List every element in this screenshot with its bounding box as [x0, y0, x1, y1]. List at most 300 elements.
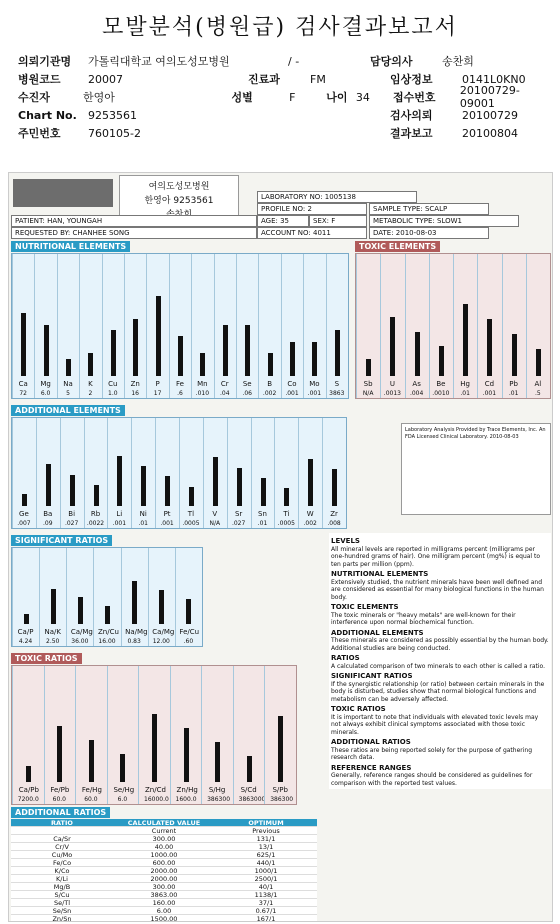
additional-bar: [94, 485, 99, 506]
toxic-ratio-col: [233, 666, 234, 804]
nutritional-value: 17: [153, 390, 162, 397]
section-heading: NUTRITIONAL ELEMENTS: [331, 570, 429, 578]
toxic-ratio-label: S/Cd: [240, 786, 257, 794]
additional-bar: [189, 487, 194, 506]
sig-ratios-chart: [11, 547, 203, 647]
stamp-line-2: 한영아 9253561: [144, 196, 214, 206]
sample-type: SAMPLE TYPE: SCALP: [369, 203, 489, 215]
box-text: Laboratory Analysis Provided by Trace Elements, Inc. An FDA Licensed Clinical Laboratory. 2010-08-03: [405, 427, 546, 440]
nutritional-col: [326, 254, 327, 398]
sig-ratio-bar: [132, 581, 137, 624]
receipt-value: 20100729-09001: [459, 84, 520, 110]
toxic-bar: [390, 317, 395, 376]
nutritional-value: 2: [88, 390, 93, 397]
toxic-label: U: [389, 380, 395, 388]
additional-label: Ti: [283, 510, 290, 518]
toxic-col: [380, 254, 381, 398]
nutritional-col: [258, 254, 259, 398]
toxic-ratio-label: Zn/Cd: [145, 786, 166, 794]
nutritional-col: [191, 254, 192, 398]
toxic-ratio-value: 60.0: [84, 796, 98, 803]
additional-label: Ba: [43, 510, 53, 518]
metabolic-type: METABOLIC TYPE: SLOW1: [369, 215, 519, 227]
sig-ratio-value: 16.00: [98, 638, 116, 645]
table-cell: 600.00: [152, 858, 176, 867]
additional-label: Ni: [139, 510, 147, 518]
add-ratios-title: ADDITIONAL RATIOS: [11, 807, 110, 818]
table-cell: K/Co: [54, 866, 70, 875]
additional-bar: [70, 475, 75, 506]
sig-ratio-label: Ca/Mg: [70, 628, 93, 636]
additional-label: Li: [116, 510, 123, 518]
sex-label: 성별: [231, 91, 253, 104]
additional-bar: [46, 464, 51, 506]
additional-value: .0005: [182, 520, 200, 527]
id-value: 760105-2: [88, 126, 141, 140]
nutritional-value: 3863: [329, 390, 345, 397]
table-cell: 625/1: [256, 850, 276, 859]
nutritional-bar: [290, 342, 295, 376]
additional-label: V: [212, 510, 218, 518]
sig-ratio-label: Na/K: [44, 628, 61, 636]
dept-value: FM: [310, 72, 326, 86]
patient-header: [18, 52, 548, 142]
nutritional-col: [214, 254, 215, 398]
table-cell: Ca/Sr: [53, 834, 71, 843]
table-cell: Se/Tl: [53, 898, 71, 907]
toxic-bar: [463, 304, 468, 376]
additional-value: .01: [138, 520, 148, 527]
table-cell: 300.00: [152, 882, 176, 891]
nutritional-label: Mg: [40, 380, 51, 388]
nutritional-value: .010: [195, 390, 210, 397]
toxic-value: .01: [508, 390, 519, 397]
nutritional-label: Zn: [130, 380, 140, 388]
additional-bar: [117, 456, 122, 506]
sig-ratio-label: Na/Mg: [125, 628, 148, 636]
toxic-ratio-bar: [215, 742, 220, 782]
scanned-lab-report: [8, 172, 553, 922]
nutritional-col: [102, 254, 103, 398]
additional-title: ADDITIONAL ELEMENTS: [11, 405, 125, 416]
section-text: These ratios are being reported solely for the purpose of gathering research data.: [331, 746, 533, 761]
toxic-ratio-bar: [89, 740, 94, 782]
toxic-bar: [536, 349, 541, 376]
toxic-ratio-bar: [120, 754, 125, 782]
toxic-ratio-col: [264, 666, 265, 804]
nutritional-bar: [268, 353, 273, 376]
report-label: 결과보고: [390, 127, 433, 140]
additional-label: Bi: [68, 510, 76, 518]
toxic-value: N/A: [362, 390, 374, 397]
additional-label: Tl: [187, 510, 195, 518]
table-cell: Cu/Mo: [51, 850, 73, 859]
nutritional-label: Co: [287, 380, 297, 388]
table-cell: 13/1: [258, 842, 274, 851]
additional-col: [227, 418, 228, 528]
toxic-col: [502, 254, 503, 398]
section-heading: ADDITIONAL RATIOS: [331, 738, 411, 746]
nutritional-label: K: [88, 380, 93, 388]
section-text: It is important to note that individuals with elevated toxic levels may not always exhibit clinical symptoms associated with those toxic minerals.: [331, 713, 539, 736]
section-heading: TOXIC RATIOS: [331, 705, 386, 713]
toxic-label: As: [412, 380, 421, 388]
additional-col: [12, 418, 13, 528]
section-heading: LEVELS: [331, 537, 360, 545]
nutritional-value: .04: [220, 390, 230, 397]
nutritional-label: Cu: [108, 380, 118, 388]
sig-ratio-col: [148, 548, 149, 646]
scan-date: DATE: 2010-08-03: [369, 227, 489, 239]
toxic-ratio-col: [170, 666, 171, 804]
hospital-code-value: 20007: [88, 72, 123, 86]
additional-value: .027: [231, 520, 246, 527]
additional-label: W: [306, 510, 314, 518]
nutritional-col: [57, 254, 58, 398]
sex-value: F: [289, 90, 296, 104]
nutritional-label: Ca: [18, 380, 28, 388]
toxic-ratio-value: 3863000: [238, 796, 266, 803]
table-cell: 1000/1: [254, 866, 278, 875]
toxic-ratio-value: 386300: [207, 796, 231, 803]
toxic-ratio-label: Se/Hg: [113, 786, 135, 794]
nutritional-value: .001: [307, 390, 322, 397]
section-heading: SIGNIFICANT RATIOS: [331, 672, 413, 680]
patient-label: 수진자: [18, 91, 50, 104]
nutritional-bar: [312, 342, 317, 376]
sig-ratio-label: Zn/Cu: [98, 628, 119, 636]
additional-col: [179, 418, 180, 528]
section-text: These minerals are considered as possibly essential by the human body. Additional studies are being conducted.: [331, 637, 549, 652]
additional-col: [251, 418, 252, 528]
sig-ratio-bar: [51, 589, 56, 624]
section-text: The toxic minerals or "heavy metals" are well-known for their interference upon normal biochemical function.: [331, 611, 516, 626]
toxic-ratio-col: [44, 666, 45, 804]
table-cell: 160.00: [152, 898, 176, 907]
table-cell: 2000.00: [150, 866, 178, 875]
nutritional-col: [146, 254, 147, 398]
additional-col: [274, 418, 275, 528]
nutritional-title: NUTRITIONAL ELEMENTS: [11, 241, 130, 252]
toxic-label: Pb: [509, 380, 518, 388]
nutritional-bar: [44, 325, 49, 376]
col-ratio: RATIO: [51, 818, 73, 827]
table-cell: K/Li: [56, 874, 68, 883]
sig-ratio-bar: [24, 614, 29, 624]
additional-value: .001: [112, 520, 127, 527]
nutritional-label: Cr: [220, 380, 229, 388]
toxic-ratio-label: Fe/Pb: [50, 786, 70, 794]
toxic-title: TOXIC ELEMENTS: [355, 241, 440, 252]
nutritional-col: [124, 254, 125, 398]
sig-ratio-value: 4.24: [18, 638, 33, 645]
nutritional-bar: [245, 325, 250, 376]
nutritional-value: 5: [66, 390, 70, 397]
add-ratios-table: [11, 819, 317, 922]
table-cell: 6.00: [156, 906, 172, 915]
sig-ratio-bar: [78, 597, 83, 624]
toxic-value: .5: [535, 390, 541, 397]
additional-col: [322, 418, 323, 528]
sig-ratios-title: SIGNIFICANT RATIOS: [11, 535, 112, 546]
table-cell: 3863.00: [150, 890, 178, 899]
section-text: Extensively studied, the nutrient minerals have been well defined and are considered as essential for many biological functions in the human body.: [331, 578, 544, 601]
additional-col: [107, 418, 108, 528]
additional-bar: [261, 478, 266, 506]
section-text: All mineral levels are reported in milligrams percent (milligrams per one-hundred grams of hair). One milligram percent (mg%) is equal to ten parts per million (ppm).: [331, 545, 541, 568]
section-heading: REFERENCE RANGES: [331, 763, 412, 772]
toxic-ratio-col: [201, 666, 202, 804]
nutritional-value: .06: [242, 390, 252, 397]
additional-bar: [284, 488, 289, 506]
additional-col: [84, 418, 85, 528]
profile-no: PROFILE NO: 2: [257, 203, 367, 215]
req-value: 20100729: [462, 108, 518, 122]
toxic-bar: [366, 359, 371, 376]
nutritional-bar: [156, 296, 161, 376]
toxic-ratio-label: Zn/Hg: [176, 786, 198, 794]
table-cell: Fe/Co: [52, 858, 72, 867]
report-value: 20100804: [462, 126, 518, 140]
clinical-label: 임상정보: [390, 73, 433, 86]
table-cell: 40.00: [154, 842, 174, 851]
toxic-bar: [487, 319, 492, 376]
table-row: [11, 915, 317, 922]
toxic-ratio-value: 386300: [270, 796, 294, 803]
additional-col: [203, 418, 204, 528]
toxic-bar: [439, 346, 444, 376]
table-cell: Mg/B: [53, 882, 71, 891]
section-text: If the synergistic relationship (or ratio) between certain minerals in the body is disturbed, studies show that normal biological functions and metabolism can be adversely affected.: [331, 680, 545, 703]
institution-label: 의뢰기관명: [18, 55, 72, 68]
nutritional-label: B: [267, 380, 272, 388]
toxic-chart: [355, 253, 551, 399]
nutritional-col: [79, 254, 80, 398]
toxic-ratio-value: 7200.0: [17, 796, 39, 803]
additional-label: Zr: [330, 510, 338, 518]
section-heading: TOXIC ELEMENTS: [331, 603, 399, 611]
nutritional-bar: [223, 325, 228, 376]
doctor-label: 담당의사: [370, 55, 413, 68]
toxic-col: [405, 254, 406, 398]
table-cell: 1138/1: [254, 890, 278, 899]
toxic-value: .01: [460, 390, 470, 397]
additional-bar: [332, 469, 337, 506]
explanation-text: [329, 533, 551, 789]
sig-ratio-bar: [159, 590, 164, 624]
additional-col: [36, 418, 37, 528]
nutritional-bar: [111, 330, 116, 376]
nutritional-col: [236, 254, 237, 398]
toxic-ratio-bar: [278, 716, 283, 782]
additional-bar: [213, 457, 218, 506]
toxic-ratio-bar: [152, 714, 157, 782]
nutritional-label: S: [334, 380, 340, 388]
nutritional-label: Se: [242, 380, 252, 388]
col-previous: Previous: [252, 826, 280, 835]
nutritional-value: .002: [262, 390, 277, 397]
table-cell: 440/1: [256, 858, 276, 867]
additional-label: Sn: [258, 510, 267, 518]
toxic-ratio-value: 16000.0: [144, 796, 169, 803]
toxic-col: [356, 254, 357, 398]
toxic-ratios-title: TOXIC RATIOS: [11, 653, 82, 664]
nutritional-col: [12, 254, 13, 398]
additional-value: .001: [160, 520, 174, 527]
nutritional-value: 72: [19, 390, 27, 397]
additional-label: Pt: [163, 510, 171, 518]
toxic-ratio-value: 6.0: [117, 796, 128, 803]
sig-ratio-col: [66, 548, 67, 646]
table-cell: 2000.00: [150, 874, 178, 883]
req-label: 검사의뢰: [390, 109, 433, 122]
receipt-label: 접수번호: [393, 91, 436, 104]
additional-label: Sr: [234, 510, 243, 518]
sig-ratio-bar: [186, 599, 191, 624]
toxic-col: [526, 254, 527, 398]
additional-value: N/A: [209, 520, 221, 527]
sig-ratio-col: [121, 548, 122, 646]
requested-by: REQUESTED BY: CHANHEE SONG: [11, 227, 257, 239]
toxic-ratio-col: [12, 666, 13, 804]
toxic-col: [477, 254, 478, 398]
table-cell: 2500/1: [254, 874, 278, 883]
dept-label: 진료과: [248, 73, 280, 86]
institution-sep: / -: [288, 54, 300, 68]
sig-ratio-value: 2.50: [46, 638, 60, 645]
nutritional-col: [303, 254, 304, 398]
table-cell: 131/1: [256, 834, 276, 843]
section-heading: RATIOS: [331, 654, 360, 662]
sig-ratio-col: [175, 548, 176, 646]
toxic-value: .0013: [383, 390, 401, 397]
nutritional-bar: [200, 353, 205, 376]
additional-col: [60, 418, 61, 528]
sig-ratio-label: Fe/Cu: [179, 628, 200, 636]
toxic-ratio-col: [107, 666, 108, 804]
toxic-ratio-bar: [57, 726, 62, 782]
nutritional-chart: [11, 253, 349, 399]
toxic-bar: [415, 332, 420, 376]
nutritional-value: 16: [131, 390, 139, 397]
sig-ratio-value: .60: [183, 638, 194, 645]
additional-value: .01: [257, 520, 268, 527]
additional-value: .002: [303, 520, 317, 527]
sig-ratio-col: [12, 548, 13, 646]
toxic-label: Sb: [363, 380, 373, 388]
nutritional-value: .001: [285, 390, 299, 397]
toxic-ratio-label: S/Hg: [208, 786, 226, 794]
additional-col: [131, 418, 132, 528]
table-cell: 300.00: [152, 834, 176, 843]
toxic-ratio-col: [138, 666, 139, 804]
sig-ratio-label: Ca/Mg: [152, 628, 175, 636]
sig-ratio-label: Ca/P: [17, 628, 34, 636]
toxic-value: .0010: [432, 390, 450, 397]
account-no: ACCOUNT NO: 4011: [257, 227, 367, 239]
nutritional-col: [34, 254, 35, 398]
institution-value: 가톨릭대학교 여의도성모병원: [88, 55, 230, 68]
toxic-col: [429, 254, 430, 398]
additional-bar: [308, 459, 313, 506]
table-cell: Cr/V: [55, 842, 69, 851]
toxic-label: Be: [436, 380, 446, 388]
scan-sex: SEX: F: [309, 215, 367, 227]
additional-label: Rb: [90, 510, 101, 518]
toxic-label: Al: [534, 380, 542, 388]
sig-ratio-col: [93, 548, 94, 646]
sig-ratio-value: 12.00: [152, 638, 170, 645]
nutritional-col: [169, 254, 170, 398]
table-cell: Se/Sn: [52, 906, 72, 915]
lab-info-box: [401, 423, 551, 515]
col-opt: OPTIMUM: [248, 818, 284, 827]
additional-chart: [11, 417, 347, 529]
nutritional-col: [281, 254, 282, 398]
additional-label: Ge: [19, 510, 29, 518]
additional-value: .027: [64, 520, 79, 527]
age-label: 나이: [326, 91, 348, 104]
toxic-ratio-bar: [26, 766, 31, 782]
col-calc: CALCULATED VALUE: [127, 818, 201, 827]
age-value: 34: [355, 90, 370, 104]
nutritional-label: Mn: [197, 380, 208, 388]
table-cell: 37/1: [258, 898, 274, 907]
chart-value: 9253561: [88, 108, 137, 122]
toxic-label: Cd: [484, 380, 495, 388]
sig-ratio-value: 0.83: [127, 638, 141, 645]
additional-value: .007: [17, 520, 31, 527]
chart-label: Chart No.: [18, 108, 77, 122]
nutritional-value: .6: [177, 390, 183, 397]
toxic-ratio-label: Ca/Pb: [18, 786, 39, 794]
toxic-value: .001: [482, 390, 497, 397]
patient-value: 한영아: [82, 91, 115, 104]
scan-age: AGE: 35: [257, 215, 309, 227]
toxic-ratio-label: S/Pb: [272, 786, 288, 794]
additional-col: [155, 418, 156, 528]
doctor-value: 송찬희: [442, 55, 474, 68]
additional-bar: [165, 476, 170, 506]
nutritional-bar: [133, 319, 138, 376]
nutritional-label: P: [155, 380, 160, 388]
nutritional-label: Mo: [309, 380, 320, 388]
table-cell: 167/1: [256, 914, 276, 922]
toxic-bar: [512, 334, 517, 376]
nutritional-bar: [178, 336, 183, 376]
toxic-value: .004: [409, 390, 424, 397]
additional-value: .0005: [277, 520, 295, 527]
additional-bar: [141, 466, 146, 506]
report-title: 모발분석(병원급) 검사결과보고서: [102, 15, 458, 40]
table-cell: 0.67/1: [255, 906, 277, 915]
table-cell: Zn/Sn: [52, 914, 72, 922]
table-cell: 1500.00: [150, 914, 178, 922]
patient-name: PATIENT: HAN, YOUNGAH: [11, 215, 257, 227]
table-cell: 1000.00: [150, 850, 178, 859]
nutritional-label: Na: [63, 380, 73, 388]
hospital-code-label: 병원코드: [18, 73, 61, 86]
additional-bar: [22, 494, 27, 506]
table-cell: 40/1: [258, 882, 274, 891]
sig-ratio-col: [39, 548, 40, 646]
additional-value: .0022: [86, 520, 105, 527]
table-cell: S/Cu: [54, 890, 70, 899]
toxic-ratio-bar: [184, 728, 189, 782]
toxic-label: Hg: [460, 380, 470, 388]
nutritional-value: 1.0: [108, 390, 118, 397]
additional-value: .09: [43, 520, 53, 527]
